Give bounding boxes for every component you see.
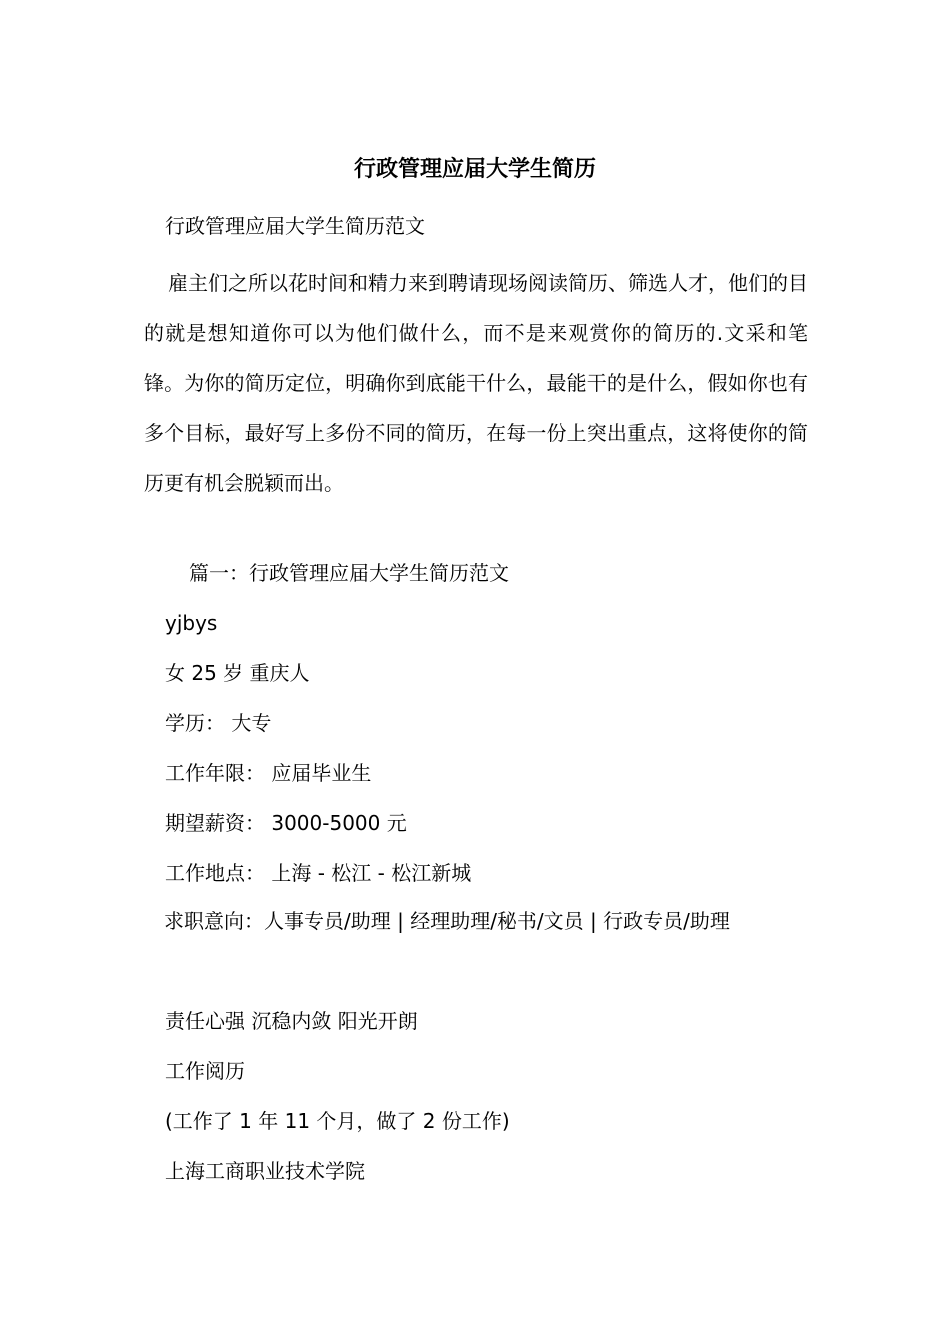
job-intent-line: 求职意向：人事专员/助理 | 经理助理/秘书/文员 | 行政专员/助理 [164, 909, 730, 933]
salary-line: 期望薪资： 3000-5000 元 [165, 811, 407, 835]
document-subtitle: 行政管理应届大学生简历范文 [165, 214, 425, 238]
candidate-name: yjbys [165, 611, 218, 635]
location-line: 工作地点： 上海 - 松江 - 松江新城 [165, 861, 472, 885]
school-line: 上海工商职业技术学院 [165, 1159, 365, 1183]
section-heading: 篇一：行政管理应届大学生简历范文 [189, 561, 509, 585]
work-history-heading: 工作阅历 [165, 1059, 245, 1083]
education-line: 学历： 大专 [165, 711, 272, 735]
document-title: 行政管理应届大学生简历 [353, 157, 596, 182]
work-years-line: 工作年限： 应届毕业生 [165, 761, 372, 785]
intro-paragraph: 雇主们之所以花时间和精力来到聘请现场阅读简历、筛选人才，他们的目的就是想知道你可以为他们做什么，而不是来观赏你的简历的.文采和笔锋。为你的简历定位，明确你到底能干什么，最能干的是什么，假如你也有多个目标，最好写上多份不同的简历，在每一份上突出重点，这将使你的简历更有机会脱颖而出。 [144, 271, 808, 495]
basic-info: 女 25 岁 重庆人 [165, 661, 310, 685]
work-history-summary: (工作了 1 年 11 个月，做了 2 份工作) [165, 1109, 510, 1133]
traits-line: 责任心强 沉稳内敛 阳光开朗 [165, 1009, 418, 1033]
